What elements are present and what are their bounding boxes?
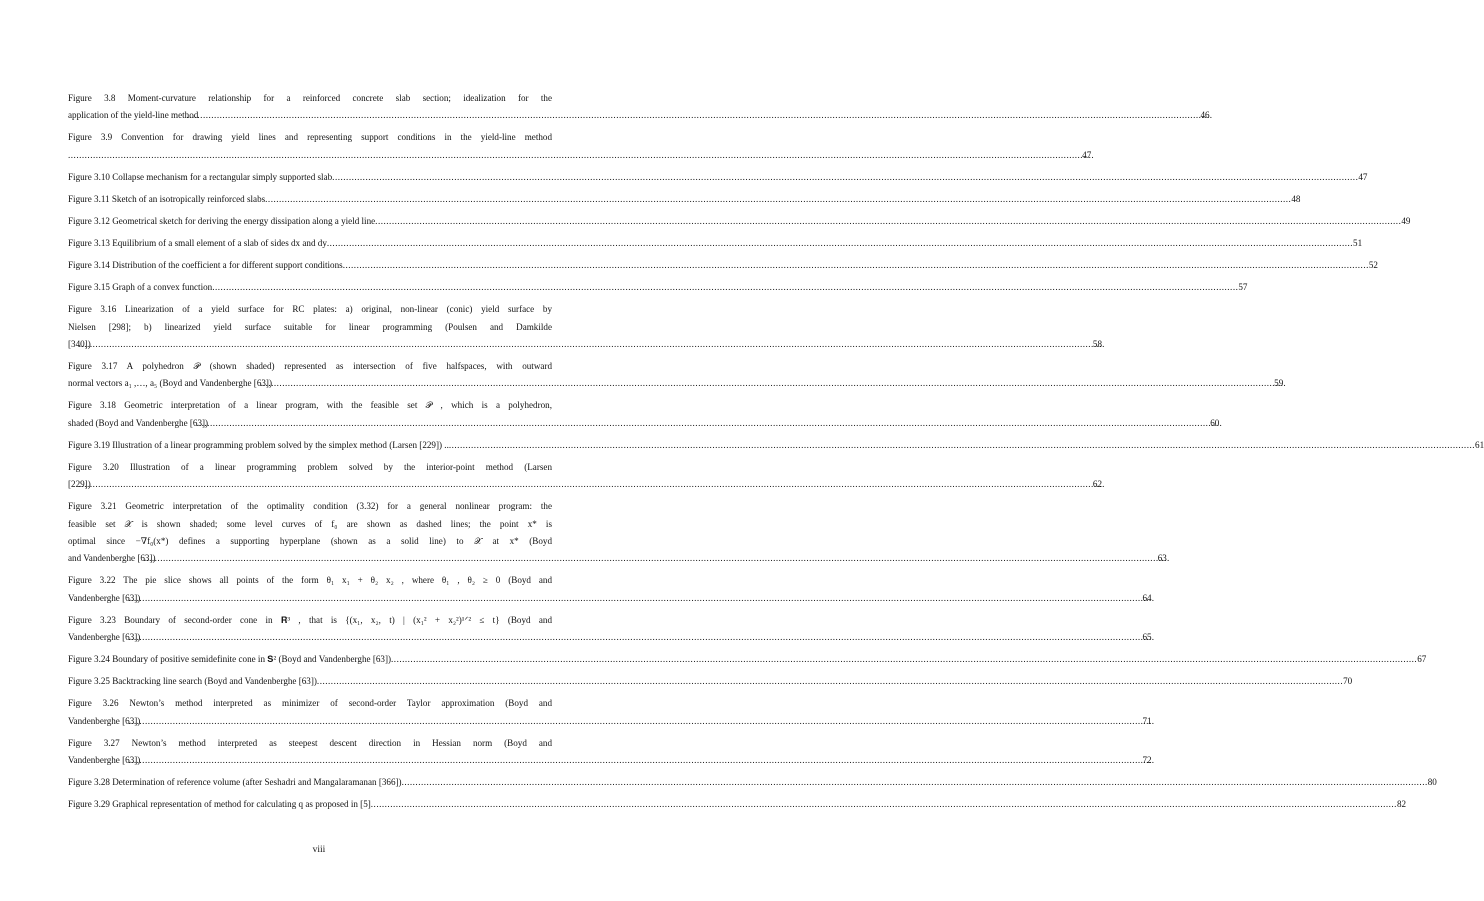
figure-caption-line: Figure 3.9 Convention for drawing yield lines and representing support conditions in the yield-line method bbox=[68, 132, 552, 143]
figure-page-number: 67 bbox=[1417, 654, 1427, 665]
dot-leader bbox=[80, 147, 1094, 164]
figure-caption: Figure 3.15 Graph of a convex function bbox=[68, 282, 213, 293]
dot-leader bbox=[327, 235, 1353, 252]
figure-caption-line: Figure 3.17 A polyhedron 𝒫 (shown shaded) represented as intersection of five halfspaces, with outward bbox=[68, 361, 552, 372]
dot-leader bbox=[371, 796, 1397, 813]
figure-caption-line: Figure 3.23 Boundary of second-order cone in 𝐑³ , that is {(x₁, x₂, t) | (x₁² + x₂²)¹ᐟ² ≤ t} (Boyd and bbox=[68, 614, 552, 625]
figure-entry[interactable] bbox=[68, 279, 1248, 296]
figure-page-number: 51 bbox=[1353, 238, 1363, 249]
figure-entry[interactable] bbox=[68, 397, 1220, 432]
figure-entry[interactable] bbox=[68, 90, 1210, 125]
dot-leader bbox=[91, 336, 1105, 353]
figure-entry[interactable] bbox=[68, 437, 1484, 454]
figure-caption-tail: [340]) ..... 58 bbox=[80, 336, 552, 353]
figure-entry[interactable] bbox=[68, 235, 1363, 252]
dot-leader bbox=[391, 651, 1417, 668]
figure-entry[interactable] bbox=[68, 358, 1284, 393]
figure-page-number: 52 bbox=[1368, 260, 1378, 271]
figure-caption-line: Figure 3.20 Illustration of a linear programming problem solved by the interior-point method (Larsen bbox=[68, 461, 552, 472]
figure-caption-line: Figure 3.22 The pie slice shows all points of the form θ₁ x₁ + θ₂ x₂ , where θ₁ , θ₂ ≥ 0 (Boyd and bbox=[68, 575, 552, 586]
figure-entry[interactable] bbox=[68, 213, 1411, 230]
figure-entry[interactable] bbox=[68, 498, 1167, 567]
figure-entry[interactable] bbox=[68, 129, 1092, 164]
figure-caption: Figure 3.24 Boundary of positive semidefinite cone in 𝐒² (Boyd and Vandenberghe [63]) bbox=[68, 654, 392, 665]
figure-entry[interactable] bbox=[68, 257, 1378, 274]
figure-caption-line: optimal since −∇f₀(x*) defines a supporting hyperplane (shown as a solid line) to 𝒳 at x* (Boyd bbox=[68, 535, 552, 546]
figure-entry[interactable] bbox=[68, 169, 1368, 186]
figure-entry[interactable] bbox=[68, 735, 1152, 770]
figure-caption-tail: application of the yield-line method ..... 46 bbox=[80, 107, 552, 124]
figure-caption: Figure 3.13 Equilibrium of a small element of a slab of sides dx and dy bbox=[68, 238, 327, 249]
figure-caption: Figure 3.25 Backtracking line search (Boyd and Vandenberghe [63]) bbox=[68, 676, 317, 687]
figure-entry[interactable] bbox=[68, 774, 1437, 791]
figure-caption-line: Figure 3.16 Linearization of a yield surface for RC plates: a) original, non-linear (conic) yield surface by bbox=[68, 304, 552, 315]
dot-leader bbox=[343, 257, 1369, 274]
page-number: viii bbox=[312, 845, 326, 855]
figure-caption: Figure 3.14 Distribution of the coefficient a for different support conditions bbox=[68, 260, 343, 271]
figure-page-number: 80 bbox=[1427, 777, 1437, 788]
figure-caption: Figure 3.19 Illustration of a linear programming problem solved by the simplex method (Larsen [229]) .. bbox=[68, 439, 449, 450]
figure-entry[interactable] bbox=[68, 191, 1301, 208]
figure-page-number: 70 bbox=[1343, 676, 1353, 687]
figure-caption-tail: normal vectors a₁ ,…, a₅ (Boyd and Vandenberghe [63]) ..... 59 bbox=[80, 375, 552, 392]
dot-leader bbox=[402, 774, 1428, 791]
dot-leader bbox=[208, 415, 1222, 432]
figure-caption-tail: shaded (Boyd and Vandenberghe [63]) ..... 60 bbox=[80, 415, 552, 432]
dot-leader bbox=[332, 169, 1358, 186]
dot-leader bbox=[140, 752, 1154, 769]
figure-caption-last-line: application of the yield-line method bbox=[68, 110, 199, 121]
figure-caption-tail: [229]) ..... 62 bbox=[80, 476, 552, 493]
figure-caption-last-line: Vandenberghe [63]) bbox=[68, 592, 141, 603]
figure-caption-last-line: and Vandenberghe [63]) bbox=[68, 553, 156, 564]
figure-page-number: 61 bbox=[1475, 439, 1484, 450]
figure-caption-last-line: [229]) bbox=[68, 479, 91, 490]
figure-caption-last-line: Vandenberghe [63]) bbox=[68, 715, 141, 726]
figure-caption-line: Figure 3.8 Moment-curvature relationship for a reinforced concrete slab section; idealization for the bbox=[68, 93, 552, 103]
figure-entry[interactable] bbox=[68, 301, 1102, 353]
dot-leader bbox=[198, 107, 1212, 124]
figure-caption-line: Nielsen [298]; b) linearized yield surface suitable for linear programming (Poulsen and Damkilde bbox=[68, 321, 552, 332]
dot-leader bbox=[140, 590, 1154, 607]
dot-leader bbox=[140, 713, 1154, 730]
dot-leader bbox=[272, 375, 1286, 392]
figure-caption-last-line: shaded (Boyd and Vandenberghe [63]) bbox=[68, 417, 209, 428]
figure-page-number: 48 bbox=[1291, 193, 1301, 204]
list-of-figures bbox=[68, 90, 1484, 818]
figure-caption-line: Figure 3.21 Geometric interpretation of the optimality condition (3.32) for a general nonlinear program: the bbox=[68, 501, 552, 512]
dot-leader bbox=[156, 550, 1170, 567]
figure-caption-tail: Vandenberghe [63]) ..... 65 bbox=[80, 629, 552, 646]
figure-caption: Figure 3.11 Sketch of an isotropically reinforced slabs bbox=[68, 193, 266, 204]
figure-caption-line: Figure 3.27 Newton’s method interpreted as steepest descent direction in Hessian norm (Boyd and bbox=[68, 737, 552, 748]
figure-page-number: 49 bbox=[1401, 215, 1411, 226]
figure-caption-line: feasible set 𝒳 is shown shaded; some level curves of f₀ are shown as dashed lines; the point x* is bbox=[68, 518, 552, 529]
figure-entry[interactable] bbox=[68, 459, 1102, 494]
figure-entry[interactable] bbox=[68, 796, 1407, 813]
figure-caption-line: Figure 3.26 Newton’s method interpreted as minimizer of second-order Taylor approximation (Boyd and bbox=[68, 698, 552, 709]
dot-leader bbox=[212, 279, 1238, 296]
figure-caption-line: Figure 3.18 Geometric interpretation of a linear program, with the feasible set 𝒫 , which is a polyhedron, bbox=[68, 400, 552, 411]
figure-caption-last-line: [340]) bbox=[68, 338, 91, 349]
figure-caption: Figure 3.29 Graphical representation of method for calculating q as proposed in [5] bbox=[68, 799, 371, 810]
dot-leader bbox=[140, 629, 1154, 646]
figure-page-number: 82 bbox=[1396, 799, 1407, 810]
figure-caption: Figure 3.10 Collapse mechanism for a rectangular simply supported slab bbox=[68, 171, 333, 182]
figure-caption: Figure 3.12 Geometrical sketch for deriving the energy dissipation along a yield line bbox=[68, 215, 376, 226]
figure-caption-tail: ..... 47 bbox=[80, 147, 552, 164]
figure-page-number: 47 bbox=[1358, 171, 1368, 182]
figure-caption-tail: Vandenberghe [63]) ..... 71 bbox=[80, 713, 552, 730]
dot-leader bbox=[265, 191, 1291, 208]
dot-leader bbox=[449, 437, 1475, 454]
figure-page-number: 57 bbox=[1238, 282, 1248, 293]
dot-leader bbox=[317, 673, 1343, 690]
figure-caption-tail: Vandenberghe [63]) ..... 64 bbox=[80, 590, 552, 607]
figure-caption: Figure 3.28 Determination of reference volume (after Seshadri and Mangalaramanan [366]) bbox=[68, 777, 402, 788]
figure-entry[interactable] bbox=[68, 572, 1152, 607]
figure-entry[interactable] bbox=[68, 673, 1353, 690]
figure-caption-tail: Vandenberghe [63]) ..... 72 bbox=[80, 752, 552, 769]
figure-entry[interactable] bbox=[68, 612, 1152, 647]
figure-caption-last-line: normal vectors a₁ ,…, a₅ (Boyd and Vandenberghe [63]) bbox=[68, 378, 272, 389]
figure-caption-tail: and Vandenberghe [63]) ..... 63 bbox=[80, 550, 552, 567]
dot-leader bbox=[375, 213, 1401, 230]
figure-caption-last-line: Vandenberghe [63]) bbox=[68, 631, 141, 642]
figure-entry[interactable] bbox=[68, 695, 1152, 730]
figure-caption-last-line: Vandenberghe [63]) bbox=[68, 754, 141, 765]
dot-leader bbox=[91, 476, 1105, 493]
figure-entry[interactable] bbox=[68, 651, 1427, 668]
